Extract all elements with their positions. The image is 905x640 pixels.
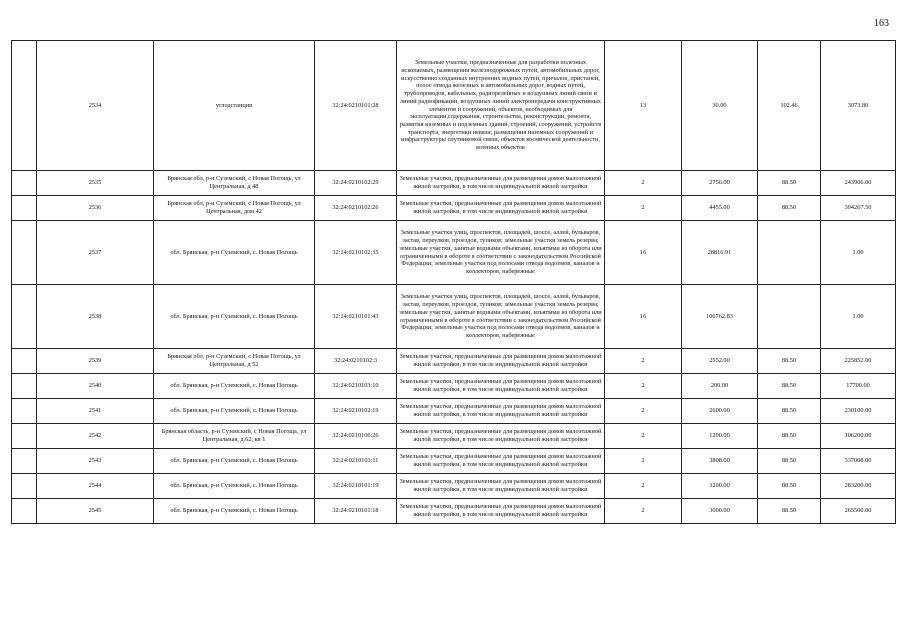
- table-row: [12, 349, 896, 374]
- address-cell: обл. Брянская, р-н Суземский, с. Новая Погощь: [154, 374, 315, 399]
- address-cell: Брянская обл, р-н Суземский, с Новая Погощь, ул Центральная, д 48: [154, 171, 315, 196]
- specific-value-cell: 88.50: [758, 499, 821, 524]
- record-number-cell: 2543: [37, 449, 154, 474]
- record-number-cell: 2545: [37, 499, 154, 524]
- address-cell: обл. Брянская, р-н Суземский, с. Новая Погощь: [154, 399, 315, 424]
- record-number-cell: 2540: [37, 374, 154, 399]
- group-cell: 2: [605, 171, 682, 196]
- row-number-cell: [12, 285, 37, 349]
- area-cell: 28816.91: [682, 221, 758, 285]
- land-use-cell: Земельные участки, предназначенные для размещения домов малоэтажной жилой застройки, в том числе индивидуальной жилой застройки: [397, 499, 605, 524]
- row-number-cell: [12, 171, 37, 196]
- record-number-cell: 2534: [37, 41, 154, 171]
- cadastral-value-table: [11, 40, 896, 524]
- area-cell: 3200.00: [682, 474, 758, 499]
- land-use-cell: Земельные участки, предназначенные для размещения домов малоэтажной жилой застройки, в том числе индивидуальной жилой застройки: [397, 374, 605, 399]
- cadastral-value-cell: 283200.00: [821, 474, 896, 499]
- group-cell: 2: [605, 399, 682, 424]
- specific-value-cell: 102.46: [758, 41, 821, 171]
- specific-value-cell: [758, 221, 821, 285]
- cadastral-number-cell: 32:24:0210103:11: [315, 449, 397, 474]
- area-cell: 106762.83: [682, 285, 758, 349]
- cadastral-value-cell: 230100.00: [821, 399, 896, 424]
- table-row: [12, 424, 896, 449]
- table-row: [12, 399, 896, 424]
- address-cell: углодстанция: [154, 41, 315, 171]
- record-number-cell: 2542: [37, 424, 154, 449]
- address-cell: обл. Брянская, р-н Суземский, с. Новая Погощь: [154, 221, 315, 285]
- row-number-cell: [12, 349, 37, 374]
- record-number-cell: 2541: [37, 399, 154, 424]
- specific-value-cell: 88.50: [758, 424, 821, 449]
- land-use-cell: Земельные участки, предназначенные для размещения домов малоэтажной жилой застройки, в том числе индивидуальной жилой застройки: [397, 449, 605, 474]
- group-cell: 2: [605, 349, 682, 374]
- cadastral-number-cell: 32:24:0210101:28: [315, 41, 397, 171]
- land-use-cell: Земельные участки улиц, проспектов, площадей, шоссе, аллей, бульваров, застав, переулков, проездов, тупиков; земельные участки земель резерва; земельные участки, занятые водными объектами, изъятыми из оборота или ограниченными в обороте в соответствии с законодательством Российской Федерации; земельные участки под полосами отвода водоемов, каналов и коллекторов, набережные: [397, 221, 605, 285]
- specific-value-cell: 88.50: [758, 196, 821, 221]
- table-row: [12, 41, 896, 171]
- record-number-cell: 2539: [37, 349, 154, 374]
- area-cell: 3808.00: [682, 449, 758, 474]
- address-cell: обл. Брянская, р-н Суземский, с. Новая Погощь: [154, 285, 315, 349]
- group-cell: 16: [605, 285, 682, 349]
- table-row: [12, 196, 896, 221]
- area-cell: 200.00: [682, 374, 758, 399]
- cadastral-value-cell: 243906.00: [821, 171, 896, 196]
- row-number-cell: [12, 196, 37, 221]
- cadastral-number-cell: 32:24:0210102:29: [315, 171, 397, 196]
- address-cell: Брянская область, р-н Суземский, с Новая Погощь, ул Центральная, д.62, кв 1: [154, 424, 315, 449]
- address-cell: обл. Брянская, р-н Суземский, с. Новая Погощь: [154, 449, 315, 474]
- address-cell: обл. Брянская, р-н Суземский, с. Новая Погощь: [154, 499, 315, 524]
- specific-value-cell: 88.50: [758, 349, 821, 374]
- cadastral-value-cell: 337008.00: [821, 449, 896, 474]
- land-use-cell: Земельные участки, предназначенные для размещения домов малоэтажной жилой застройки, в том числе индивидуальной жилой застройки: [397, 399, 605, 424]
- area-cell: 3000.00: [682, 499, 758, 524]
- land-use-cell: Земельные участки, предназначенные для размещения домов малоэтажной жилой застройки, в том числе индивидуальной жилой застройки: [397, 171, 605, 196]
- cadastral-value-cell: 106200.00: [821, 424, 896, 449]
- table-row: [12, 449, 896, 474]
- table-row: [12, 374, 896, 399]
- area-cell: 2600.00: [682, 399, 758, 424]
- group-cell: 2: [605, 499, 682, 524]
- specific-value-cell: [758, 285, 821, 349]
- table-row: [12, 171, 896, 196]
- record-number-cell: 2538: [37, 285, 154, 349]
- specific-value-cell: 88.50: [758, 374, 821, 399]
- table-row: [12, 499, 896, 524]
- specific-value-cell: 88.50: [758, 171, 821, 196]
- address-cell: Брянская обл, р-н Суземский, с Новая Погощь, ул Центральная, д 52: [154, 349, 315, 374]
- cadastral-number-cell: 32:24:0210101:19: [315, 474, 397, 499]
- row-number-cell: [12, 374, 37, 399]
- area-cell: 1200.00: [682, 424, 758, 449]
- cadastral-number-cell: 32:24:0210103:10: [315, 374, 397, 399]
- specific-value-cell: 88.50: [758, 399, 821, 424]
- area-cell: 2756.00: [682, 171, 758, 196]
- group-cell: 2: [605, 474, 682, 499]
- group-cell: 2: [605, 196, 682, 221]
- group-cell: 2: [605, 424, 682, 449]
- cadastral-number-cell: 32:24:0210101:43: [315, 285, 397, 349]
- area-cell: 4455.00: [682, 196, 758, 221]
- group-cell: 13: [605, 41, 682, 171]
- record-number-cell: 2544: [37, 474, 154, 499]
- address-cell: обл. Брянская, р-н Суземский, с. Новая Погощь: [154, 474, 315, 499]
- record-number-cell: 2536: [37, 196, 154, 221]
- area-cell: 2552.00: [682, 349, 758, 374]
- cadastral-value-cell: 265500.00: [821, 499, 896, 524]
- cadastral-number-cell: 32:24:0210101:18: [315, 499, 397, 524]
- specific-value-cell: 88.50: [758, 474, 821, 499]
- land-use-cell: Земельные участки улиц, проспектов, площадей, шоссе, аллей, бульваров, застав, переулков, проездов, тупиков; земельные участки земель резерва; земельные участки, занятые водными объектами, изъятыми из оборота или ограниченными в обороте в соответствии с законодательством Российской Федерации; земельные участки под полосами отвода водоемов, каналов и коллекторов, набережные: [397, 285, 605, 349]
- row-number-cell: [12, 474, 37, 499]
- specific-value-cell: 88.50: [758, 449, 821, 474]
- cadastral-value-cell: 1.00: [821, 221, 896, 285]
- cadastral-number-cell: 32:24:0210102:19: [315, 399, 397, 424]
- cadastral-number-cell: 32:24:0210106:26: [315, 424, 397, 449]
- record-number-cell: 2535: [37, 171, 154, 196]
- land-use-cell: Земельные участки, предназначенные для размещения домов малоэтажной жилой застройки, в том числе индивидуальной жилой застройки: [397, 424, 605, 449]
- cadastral-number-cell: 32:24:0210102:35: [315, 221, 397, 285]
- row-number-cell: [12, 41, 37, 171]
- group-cell: 2: [605, 374, 682, 399]
- record-number-cell: 2537: [37, 221, 154, 285]
- land-use-cell: Земельные участки, предназначенные для размещения домов малоэтажной жилой застройки, в том числе индивидуальной жилой застройки: [397, 196, 605, 221]
- table-row: [12, 285, 896, 349]
- land-use-cell: Земельные участки, предназначенные для размещения домов малоэтажной жилой застройки, в том числе индивидуальной жилой застройки: [397, 349, 605, 374]
- table-row: [12, 221, 896, 285]
- row-number-cell: [12, 449, 37, 474]
- group-cell: 2: [605, 449, 682, 474]
- cadastral-value-cell: 17700.00: [821, 374, 896, 399]
- cadastral-value-cell: 1.00: [821, 285, 896, 349]
- table-row: [12, 474, 896, 499]
- row-number-cell: [12, 221, 37, 285]
- cadastral-number-cell: 32:24:0210102:26: [315, 196, 397, 221]
- cadastral-value-cell: 3073.80: [821, 41, 896, 171]
- address-cell: Брянская обл, р-н Суземский, с Новая Погощь, ул Центральная, дом 42: [154, 196, 315, 221]
- page-number: 163: [874, 18, 889, 29]
- area-cell: 30.00: [682, 41, 758, 171]
- land-use-cell: Земельные участки, предназначенные для размещения домов малоэтажной жилой застройки, в том числе индивидуальной жилой застройки: [397, 474, 605, 499]
- group-cell: 16: [605, 221, 682, 285]
- row-number-cell: [12, 499, 37, 524]
- row-number-cell: [12, 424, 37, 449]
- land-use-cell: Земельные участки, предназначенные для разработки полезных ископаемых, размещения железнодорожных путей, автомобильных дорог, искусственно созданных внутренних водных путей, причалов, пристаней, полос отвода железных и автомобильных дорог, водных путей, трубопроводов, кабельных, радиорелейных и воздушных линий связи и линий радиофикации, воздушных линий электропередачи конструктивных элементов и сооружений, объектов, необходимых для эксплуатации,содержания, строительства, реконструкции, ремонта, развития наземных и подземных зданий, строений, сооружений, устройств транспорта, энергетики иевязи; размещения наземных сооружений и инфраструктуры спутниковой связи, объектов космической деятельности, военных объектов: [397, 41, 605, 171]
- cadastral-value-cell: 225852.00: [821, 349, 896, 374]
- cadastral-number-cell: 32:24:0210102:3: [315, 349, 397, 374]
- cadastral-value-cell: 394267.50: [821, 196, 896, 221]
- row-number-cell: [12, 399, 37, 424]
